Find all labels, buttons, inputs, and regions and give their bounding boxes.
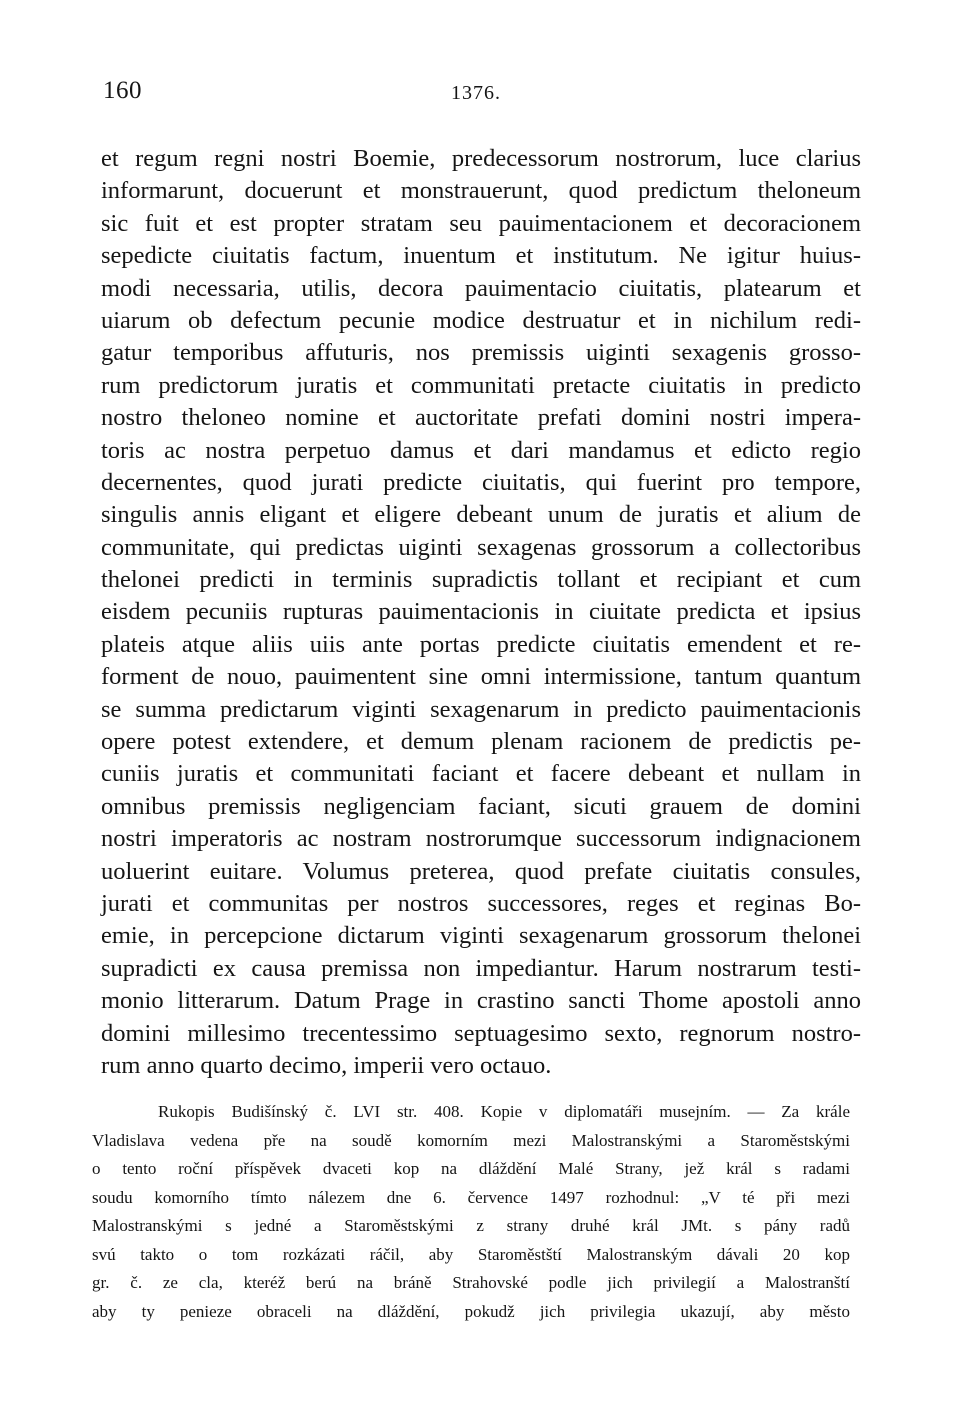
text-line: monio litterarum. Datum Prage in crastino sancti Thome apostoli anno (101, 987, 861, 1015)
charter-text (101, 143, 861, 1082)
text-line: sic fuit et est propter stratam seu pauimentacionem et decoracionem (101, 209, 861, 237)
text-line: cuniis juratis et communitati faciant et facere debeant et nullam in (101, 760, 861, 788)
text-line: emie, in percepcione dictarum viginti sexagenarum grossorum thelonei (101, 922, 861, 950)
text-line: forment de nouo, pauimentent sine omni intermissione, tantum quantum (101, 663, 861, 691)
text-line: nostro theloneo nomine et auctoritate prefati domini nostri impera- (101, 404, 861, 432)
text-line: toris ac nostra perpetuo damus et dari mandamus et edicto regio (101, 436, 861, 464)
text-line: gatur temporibus affuturis, nos premissis uiginti sexagenis grosso- (101, 339, 861, 367)
text-line: et regum regni nostri Boemie, predecessorum nostrorum, luce clarius (101, 145, 861, 172)
text-line: rum predictorum juratis et communitati pretacte ciuitatis in predicto (101, 371, 861, 399)
text-line: omnibus premissis negligenciam faciant, sicuti grauem de domini (101, 792, 861, 820)
text-line: rum anno quarto decimo, imperii vero octauo. (101, 1051, 552, 1079)
text-line: thelonei predicti in terminis supradictis tollant et recipiant et cum (101, 566, 861, 594)
text-line: sepedicte ciuitatis factum, inuentum et institutum. Ne igitur huius- (101, 242, 861, 270)
note-line: soudu komorního tímto nálezem dne 6. července 1497 rozhodnul: „V té při mezi (92, 1187, 850, 1207)
text-line: informarunt, docuerunt et monstrauerunt, quod predictum theloneum (101, 177, 861, 205)
text-line: jurati et communitas per nostros successores, reges et reginas Bo- (101, 889, 861, 917)
text-line: communitate, qui predictas uiginti sexagenas grossorum a collectoribus (101, 533, 861, 561)
text-line: modi necessaria, utilis, decora pauimentacio ciuitatis, platearum et (101, 274, 861, 302)
running-header-year: 1376. (451, 82, 501, 104)
note-line: Malostranskými s jedné a Staroměstskými z strany druhé král JMt. s pány radů (92, 1216, 850, 1235)
text-line: eisdem pecuniis rupturas pauimentacionis in ciuitate predicta et ipsius (101, 598, 861, 626)
note-line: svú takto o tom rozkázati ráčil, aby Staroměstští Malostranským dávali 20 kop (92, 1244, 850, 1264)
text-line: opere potest extendere, et demum plenam racionem de predictis pe- (101, 728, 861, 756)
text-line: decernentes, quod jurati predicte ciuitatis, qui fuerint pro tempore, (101, 468, 861, 496)
note-line: Vladislava vedena pře na soudě komorním mezi Malostranskými a Staroměstskými (92, 1130, 850, 1150)
note-line: Rukopis Budišínský č. LVI str. 408. Kopie v diplomatáři musejním. — Za krále (158, 1102, 850, 1121)
text-line: supradicti ex causa premissa non impediantur. Harum nostrarum testi- (101, 954, 861, 982)
text-line: nostri imperatoris ac nostram nostrorumque successorum indignacionem (101, 825, 861, 853)
text-line: domini millesimo trecentessimo septuagesimo sexto, regnorum nostro- (101, 1019, 861, 1047)
note-line: aby ty penieze obraceli na dláždění, pokudž jich privilegia ukazují, aby město (92, 1301, 850, 1321)
text-line: uiarum ob defectum pecunie modice destruatur et in nichilum redi- (101, 306, 861, 334)
text-line: plateis atque aliis uiis ante portas predicte ciuitatis emendent et re- (101, 630, 861, 658)
note-line: o tento roční příspěvek dvaceti kop na dláždění Malé Strany, jež král s radami (92, 1159, 850, 1178)
editorial-note (92, 1098, 850, 1326)
note-line: gr. č. ze cla, kteréž berú na bráně Strahovské podle jich privilegií a Malostranští (92, 1273, 850, 1292)
text-line: singulis annis eligant et eligere debeant unum de juratis et alium de (101, 501, 861, 529)
text-line: uoluerint euitare. Volumus preterea, quod prefate ciuitatis consules, (101, 857, 861, 885)
page-number: 160 (103, 77, 142, 104)
text-line: se summa predictarum viginti sexagenarum in predicto pauimentacionis (101, 695, 861, 723)
